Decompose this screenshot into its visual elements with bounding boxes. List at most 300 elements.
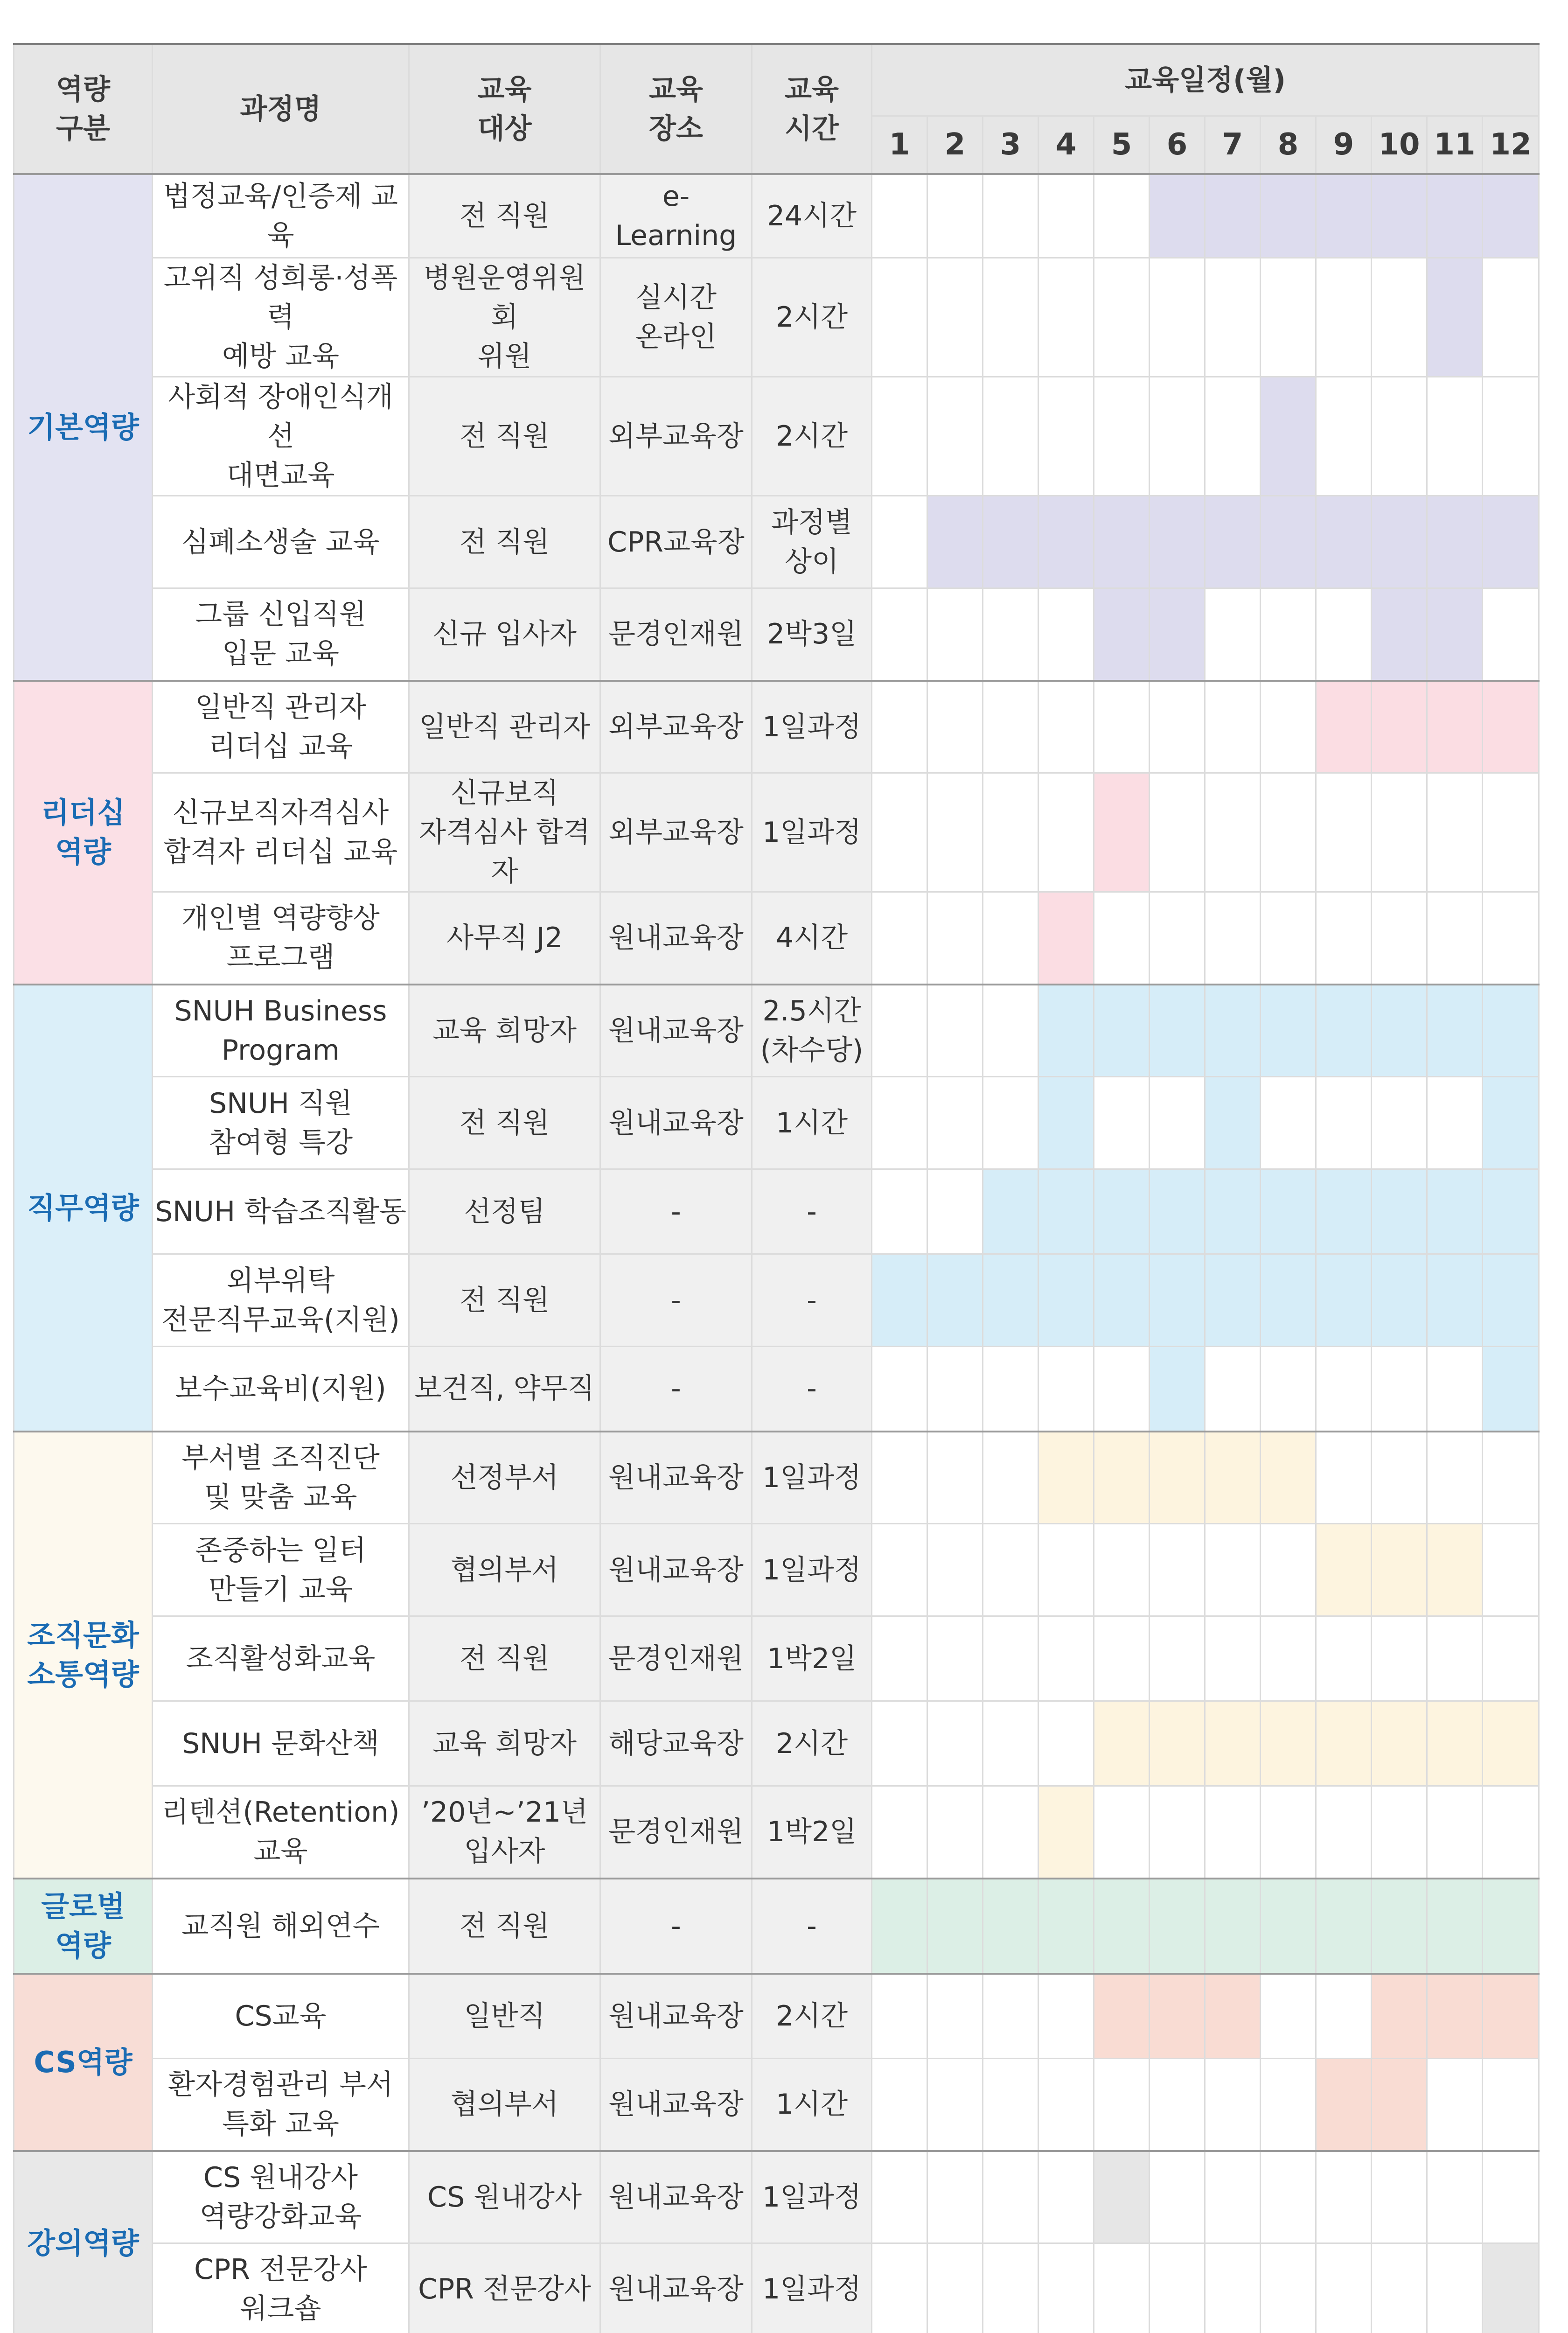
course-time: - bbox=[752, 1879, 872, 1974]
course-name: 그룹 신입직원 입문 교육 bbox=[153, 588, 409, 681]
month-cell-5 bbox=[1094, 377, 1150, 496]
month-cell-9 bbox=[1316, 588, 1372, 681]
month-cell-12-scheduled bbox=[1483, 1879, 1539, 1974]
course-time: 1시간 bbox=[752, 2059, 872, 2151]
course-time: 1박2일 bbox=[752, 1616, 872, 1701]
course-name: 법정교육/인증제 교육 bbox=[153, 174, 409, 258]
month-cell-7-scheduled bbox=[1205, 1169, 1261, 1254]
month-cell-12 bbox=[1483, 588, 1539, 681]
header-target: 교육 대상 bbox=[409, 44, 600, 174]
month-cell-12-scheduled bbox=[1483, 1347, 1539, 1432]
course-name: 환자경험관리 부서 특화 교육 bbox=[153, 2059, 409, 2151]
category-leadership: 리더십 역량 bbox=[14, 681, 153, 985]
month-cell-7-scheduled bbox=[1205, 985, 1261, 1077]
month-cell-10 bbox=[1372, 2151, 1427, 2243]
course-target: 병원운영위원회 위원 bbox=[409, 258, 600, 377]
month-cell-10-scheduled bbox=[1372, 496, 1427, 588]
course-time: 1일과정 bbox=[752, 681, 872, 773]
month-cell-12-scheduled bbox=[1483, 496, 1539, 588]
month-cell-2 bbox=[927, 2059, 983, 2151]
month-cell-2 bbox=[927, 1786, 983, 1879]
course-place: 원내교육장 bbox=[600, 1974, 752, 2059]
month-cell-1-scheduled bbox=[872, 1254, 927, 1347]
month-cell-1 bbox=[872, 588, 927, 681]
month-cell-1 bbox=[872, 1524, 927, 1616]
month-cell-6 bbox=[1150, 377, 1205, 496]
course-time: 1시간 bbox=[752, 1077, 872, 1169]
month-cell-1 bbox=[872, 174, 927, 258]
month-cell-3 bbox=[983, 681, 1038, 773]
month-cell-2 bbox=[927, 773, 983, 892]
course-place: 원내교육장 bbox=[600, 1524, 752, 1616]
month-cell-4 bbox=[1038, 681, 1094, 773]
course-row bbox=[14, 1254, 1539, 1347]
month-cell-1 bbox=[872, 258, 927, 377]
month-cell-5 bbox=[1094, 892, 1150, 985]
month-cell-4-scheduled bbox=[1038, 892, 1094, 985]
month-cell-6-scheduled bbox=[1150, 588, 1205, 681]
month-cell-8 bbox=[1261, 2243, 1316, 2333]
month-cell-11 bbox=[1427, 377, 1483, 496]
month-cell-1 bbox=[872, 1169, 927, 1254]
month-cell-1 bbox=[872, 1701, 927, 1786]
month-cell-2 bbox=[927, 588, 983, 681]
month-cell-3 bbox=[983, 773, 1038, 892]
month-cell-6 bbox=[1150, 1077, 1205, 1169]
course-time: 1일과정 bbox=[752, 2243, 872, 2333]
month-cell-10 bbox=[1372, 892, 1427, 985]
month-cell-11 bbox=[1427, 892, 1483, 985]
course-time: 2.5시간 (차수당) bbox=[752, 985, 872, 1077]
month-cell-8 bbox=[1261, 681, 1316, 773]
month-cell-8 bbox=[1261, 1786, 1316, 1879]
course-place: 외부교육장 bbox=[600, 377, 752, 496]
month-cell-12-scheduled bbox=[1483, 681, 1539, 773]
month-cell-7 bbox=[1205, 2243, 1261, 2333]
category-job: 직무역량 bbox=[14, 985, 153, 1432]
month-cell-5-scheduled bbox=[1094, 1169, 1150, 1254]
month-cell-3 bbox=[983, 174, 1038, 258]
month-cell-9-scheduled bbox=[1316, 1879, 1372, 1974]
month-cell-6 bbox=[1150, 2151, 1205, 2243]
month-cell-12 bbox=[1483, 892, 1539, 985]
month-cell-8-scheduled bbox=[1261, 1169, 1316, 1254]
month-cell-1 bbox=[872, 1077, 927, 1169]
course-row bbox=[14, 258, 1539, 377]
course-place: 실시간 온라인 bbox=[600, 258, 752, 377]
month-cell-9 bbox=[1316, 1616, 1372, 1701]
month-cell-5 bbox=[1094, 1524, 1150, 1616]
course-row bbox=[14, 1786, 1539, 1879]
month-cell-1 bbox=[872, 773, 927, 892]
month-cell-9-scheduled bbox=[1316, 1254, 1372, 1347]
month-cell-5-scheduled bbox=[1094, 773, 1150, 892]
course-row bbox=[14, 1432, 1539, 1524]
month-cell-10 bbox=[1372, 1786, 1427, 1879]
month-cell-6-scheduled bbox=[1150, 1169, 1205, 1254]
month-cell-12-scheduled bbox=[1483, 1974, 1539, 2059]
course-time: - bbox=[752, 1347, 872, 1432]
month-cell-5 bbox=[1094, 1786, 1150, 1879]
month-cell-12 bbox=[1483, 1524, 1539, 1616]
month-cell-7 bbox=[1205, 1524, 1261, 1616]
month-cell-3-scheduled bbox=[983, 1879, 1038, 1974]
course-time: 2시간 bbox=[752, 258, 872, 377]
month-cell-1 bbox=[872, 2151, 927, 2243]
course-target: 전 직원 bbox=[409, 1616, 600, 1701]
month-cell-5-scheduled bbox=[1094, 985, 1150, 1077]
month-cell-11 bbox=[1427, 1077, 1483, 1169]
month-cell-9 bbox=[1316, 1347, 1372, 1432]
month-cell-7-scheduled bbox=[1205, 496, 1261, 588]
month-cell-9-scheduled bbox=[1316, 496, 1372, 588]
month-cell-9-scheduled bbox=[1316, 1524, 1372, 1616]
header-time: 교육 시간 bbox=[752, 44, 872, 174]
month-cell-7-scheduled bbox=[1205, 1974, 1261, 2059]
month-cell-6-scheduled bbox=[1150, 1701, 1205, 1786]
month-cell-5-scheduled bbox=[1094, 1974, 1150, 2059]
month-cell-10 bbox=[1372, 1347, 1427, 1432]
month-cell-9-scheduled bbox=[1316, 1701, 1372, 1786]
month-cell-8 bbox=[1261, 258, 1316, 377]
course-place: - bbox=[600, 1879, 752, 1974]
month-cell-4 bbox=[1038, 2243, 1094, 2333]
course-name: 심폐소생술 교육 bbox=[153, 496, 409, 588]
month-cell-10 bbox=[1372, 377, 1427, 496]
category-culture: 조직문화 소통역량 bbox=[14, 1432, 153, 1879]
month-cell-5-scheduled bbox=[1094, 496, 1150, 588]
month-cell-9 bbox=[1316, 1432, 1372, 1524]
month-cell-3 bbox=[983, 258, 1038, 377]
month-cell-2 bbox=[927, 1347, 983, 1432]
month-cell-7-scheduled bbox=[1205, 1077, 1261, 1169]
month-cell-2-scheduled bbox=[927, 1254, 983, 1347]
month-cell-3 bbox=[983, 1432, 1038, 1524]
month-cell-5 bbox=[1094, 258, 1150, 377]
month-cell-11-scheduled bbox=[1427, 258, 1483, 377]
course-place: e-Learning bbox=[600, 174, 752, 258]
course-name: 사회적 장애인식개선 대면교육 bbox=[153, 377, 409, 496]
month-cell-4-scheduled bbox=[1038, 1169, 1094, 1254]
month-cell-2 bbox=[927, 1616, 983, 1701]
month-cell-6 bbox=[1150, 1616, 1205, 1701]
month-cell-9 bbox=[1316, 1077, 1372, 1169]
course-target: 보건직, 약무직 bbox=[409, 1347, 600, 1432]
course-row bbox=[14, 1701, 1539, 1786]
course-place: 문경인재원 bbox=[600, 1786, 752, 1879]
month-cell-8 bbox=[1261, 1347, 1316, 1432]
month-cell-7 bbox=[1205, 1616, 1261, 1701]
course-target: 협의부서 bbox=[409, 2059, 600, 2151]
month-cell-5 bbox=[1094, 1347, 1150, 1432]
month-cell-4 bbox=[1038, 1616, 1094, 1701]
month-cell-6 bbox=[1150, 1786, 1205, 1879]
course-time: 과정별 상이 bbox=[752, 496, 872, 588]
month-cell-3 bbox=[983, 1974, 1038, 2059]
month-cell-11-scheduled bbox=[1427, 1169, 1483, 1254]
course-time: - bbox=[752, 1254, 872, 1347]
category-basic: 기본역량 bbox=[14, 174, 153, 681]
course-time: 1박2일 bbox=[752, 1786, 872, 1879]
month-cell-12-scheduled bbox=[1483, 1701, 1539, 1786]
course-row bbox=[14, 681, 1539, 773]
month-cell-5-scheduled bbox=[1094, 588, 1150, 681]
month-cell-3 bbox=[983, 1786, 1038, 1879]
month-cell-12-scheduled bbox=[1483, 2243, 1539, 2333]
month-cell-2 bbox=[927, 1524, 983, 1616]
month-cell-2 bbox=[927, 892, 983, 985]
month-cell-8 bbox=[1261, 1616, 1316, 1701]
month-cell-2 bbox=[927, 681, 983, 773]
month-cell-9-scheduled bbox=[1316, 2059, 1372, 2151]
course-row bbox=[14, 773, 1539, 892]
course-row bbox=[14, 496, 1539, 588]
course-place: 원내교육장 bbox=[600, 892, 752, 985]
month-cell-6 bbox=[1150, 1524, 1205, 1616]
month-cell-9 bbox=[1316, 2243, 1372, 2333]
course-name: 교직원 해외연수 bbox=[153, 1879, 409, 1974]
month-cell-5-scheduled bbox=[1094, 1254, 1150, 1347]
month-cell-2 bbox=[927, 1169, 983, 1254]
month-cell-8 bbox=[1261, 588, 1316, 681]
month-cell-10-scheduled bbox=[1372, 985, 1427, 1077]
month-cell-2 bbox=[927, 377, 983, 496]
month-cell-7 bbox=[1205, 2059, 1261, 2151]
course-name: 외부위탁 전문직무교육(지원) bbox=[153, 1254, 409, 1347]
course-row bbox=[14, 892, 1539, 985]
month-cell-1 bbox=[872, 892, 927, 985]
course-name: SNUH 학습조직활동 bbox=[153, 1169, 409, 1254]
month-cell-7 bbox=[1205, 258, 1261, 377]
month-cell-1 bbox=[872, 681, 927, 773]
course-name: SNUH Business Program bbox=[153, 985, 409, 1077]
month-cell-8 bbox=[1261, 773, 1316, 892]
month-header-3: 3 bbox=[983, 116, 1038, 174]
month-cell-1 bbox=[872, 1616, 927, 1701]
month-header-7: 7 bbox=[1205, 116, 1261, 174]
month-cell-4-scheduled bbox=[1038, 1432, 1094, 1524]
month-cell-10-scheduled bbox=[1372, 174, 1427, 258]
month-cell-6 bbox=[1150, 258, 1205, 377]
month-cell-4-scheduled bbox=[1038, 1254, 1094, 1347]
month-cell-8 bbox=[1261, 1974, 1316, 2059]
course-target: 교육 희망자 bbox=[409, 1701, 600, 1786]
course-name: 리텐션(Retention) 교육 bbox=[153, 1786, 409, 1879]
course-target: 전 직원 bbox=[409, 377, 600, 496]
course-row bbox=[14, 2243, 1539, 2333]
month-cell-10 bbox=[1372, 1077, 1427, 1169]
month-cell-10-scheduled bbox=[1372, 1879, 1427, 1974]
month-cell-4 bbox=[1038, 258, 1094, 377]
month-cell-11-scheduled bbox=[1427, 1524, 1483, 1616]
month-cell-7-scheduled bbox=[1205, 1254, 1261, 1347]
course-target: 전 직원 bbox=[409, 1254, 600, 1347]
course-name: 신규보직자격심사 합격자 리더십 교육 bbox=[153, 773, 409, 892]
month-cell-4 bbox=[1038, 2151, 1094, 2243]
month-cell-2 bbox=[927, 1077, 983, 1169]
month-cell-4 bbox=[1038, 2059, 1094, 2151]
month-cell-8-scheduled bbox=[1261, 496, 1316, 588]
course-target: 일반직 관리자 bbox=[409, 681, 600, 773]
month-cell-9 bbox=[1316, 258, 1372, 377]
course-target: 선정부서 bbox=[409, 1432, 600, 1524]
category-global: 글로벌 역량 bbox=[14, 1879, 153, 1974]
course-row bbox=[14, 2151, 1539, 2243]
course-place: - bbox=[600, 1169, 752, 1254]
month-cell-11-scheduled bbox=[1427, 1879, 1483, 1974]
month-cell-5 bbox=[1094, 1077, 1150, 1169]
month-cell-11-scheduled bbox=[1427, 681, 1483, 773]
month-cell-5 bbox=[1094, 1616, 1150, 1701]
month-cell-5-scheduled bbox=[1094, 1432, 1150, 1524]
month-cell-5-scheduled bbox=[1094, 1701, 1150, 1786]
course-target: 신규 입사자 bbox=[409, 588, 600, 681]
month-cell-2 bbox=[927, 985, 983, 1077]
month-cell-5 bbox=[1094, 2059, 1150, 2151]
month-cell-10-scheduled bbox=[1372, 1701, 1427, 1786]
month-header-8: 8 bbox=[1261, 116, 1316, 174]
month-cell-5 bbox=[1094, 174, 1150, 258]
month-cell-2 bbox=[927, 1432, 983, 1524]
month-cell-9 bbox=[1316, 1974, 1372, 2059]
course-time: 1일과정 bbox=[752, 1524, 872, 1616]
month-cell-11 bbox=[1427, 2059, 1483, 2151]
month-cell-1 bbox=[872, 2059, 927, 2151]
month-cell-10-scheduled bbox=[1372, 681, 1427, 773]
month-cell-6-scheduled bbox=[1150, 1254, 1205, 1347]
course-target: ’20년~’21년 입사자 bbox=[409, 1786, 600, 1879]
course-place: 원내교육장 bbox=[600, 2151, 752, 2243]
month-cell-10-scheduled bbox=[1372, 1974, 1427, 2059]
month-header-11: 11 bbox=[1427, 116, 1483, 174]
course-name: SNUH 문화산책 bbox=[153, 1701, 409, 1786]
month-cell-10-scheduled bbox=[1372, 1524, 1427, 1616]
month-cell-3 bbox=[983, 1347, 1038, 1432]
month-cell-3 bbox=[983, 2059, 1038, 2151]
month-cell-12 bbox=[1483, 377, 1539, 496]
month-cell-2 bbox=[927, 2243, 983, 2333]
month-cell-5-scheduled bbox=[1094, 1879, 1150, 1974]
month-cell-4-scheduled bbox=[1038, 985, 1094, 1077]
month-cell-9 bbox=[1316, 2151, 1372, 2243]
month-cell-4 bbox=[1038, 174, 1094, 258]
month-cell-7 bbox=[1205, 681, 1261, 773]
course-time: 1일과정 bbox=[752, 1432, 872, 1524]
course-target: CS 원내강사 bbox=[409, 2151, 600, 2243]
month-cell-1 bbox=[872, 377, 927, 496]
month-cell-1 bbox=[872, 1432, 927, 1524]
month-cell-3 bbox=[983, 377, 1038, 496]
course-place: 해당교육장 bbox=[600, 1701, 752, 1786]
month-cell-10 bbox=[1372, 1616, 1427, 1701]
month-cell-6-scheduled bbox=[1150, 1347, 1205, 1432]
course-name: 일반직 관리자 리더십 교육 bbox=[153, 681, 409, 773]
month-cell-3 bbox=[983, 588, 1038, 681]
month-cell-4-scheduled bbox=[1038, 1786, 1094, 1879]
month-cell-5 bbox=[1094, 681, 1150, 773]
header-schedule: 교육일정(월) bbox=[872, 44, 1539, 116]
course-row bbox=[14, 1879, 1539, 1974]
course-place: 문경인재원 bbox=[600, 588, 752, 681]
month-cell-6-scheduled bbox=[1150, 1432, 1205, 1524]
month-cell-7-scheduled bbox=[1205, 174, 1261, 258]
month-cell-8-scheduled bbox=[1261, 1879, 1316, 1974]
month-cell-7 bbox=[1205, 1786, 1261, 1879]
course-name: CS 원내강사 역량강화교육 bbox=[153, 2151, 409, 2243]
month-header-4: 4 bbox=[1038, 116, 1094, 174]
month-header-5: 5 bbox=[1094, 116, 1150, 174]
month-cell-11-scheduled bbox=[1427, 985, 1483, 1077]
course-place: - bbox=[600, 1254, 752, 1347]
month-cell-12 bbox=[1483, 1786, 1539, 1879]
month-cell-11-scheduled bbox=[1427, 588, 1483, 681]
month-cell-2 bbox=[927, 258, 983, 377]
month-cell-7 bbox=[1205, 1347, 1261, 1432]
month-cell-8 bbox=[1261, 1524, 1316, 1616]
month-cell-11 bbox=[1427, 773, 1483, 892]
course-row bbox=[14, 2059, 1539, 2151]
course-name: 조직활성화교육 bbox=[153, 1616, 409, 1701]
month-cell-9-scheduled bbox=[1316, 1169, 1372, 1254]
month-cell-4 bbox=[1038, 377, 1094, 496]
course-time: 4시간 bbox=[752, 892, 872, 985]
month-cell-10-scheduled bbox=[1372, 1254, 1427, 1347]
month-cell-3-scheduled bbox=[983, 1254, 1038, 1347]
month-cell-7-scheduled bbox=[1205, 1879, 1261, 1974]
month-cell-11-scheduled bbox=[1427, 1701, 1483, 1786]
month-cell-7 bbox=[1205, 588, 1261, 681]
month-cell-1 bbox=[872, 1786, 927, 1879]
course-name: CPR 전문강사 워크숍 bbox=[153, 2243, 409, 2333]
month-cell-10-scheduled bbox=[1372, 1169, 1427, 1254]
month-cell-1 bbox=[872, 2243, 927, 2333]
course-name: 부서별 조직진단 및 맞춤 교육 bbox=[153, 1432, 409, 1524]
course-row bbox=[14, 1169, 1539, 1254]
month-header-2: 2 bbox=[927, 116, 983, 174]
month-cell-8 bbox=[1261, 892, 1316, 985]
course-target: 교육 희망자 bbox=[409, 985, 600, 1077]
month-cell-9 bbox=[1316, 773, 1372, 892]
month-cell-1-scheduled bbox=[872, 1879, 927, 1974]
header-category: 역량 구분 bbox=[14, 44, 153, 174]
month-cell-8 bbox=[1261, 2059, 1316, 2151]
course-target: 전 직원 bbox=[409, 496, 600, 588]
course-time: - bbox=[752, 1169, 872, 1254]
month-cell-8-scheduled bbox=[1261, 174, 1316, 258]
month-cell-9 bbox=[1316, 892, 1372, 985]
month-cell-4 bbox=[1038, 588, 1094, 681]
category-lecture: 강의역량 bbox=[14, 2151, 153, 2333]
course-name: 고위직 성희롱·성폭력 예방 교육 bbox=[153, 258, 409, 377]
month-cell-11-scheduled bbox=[1427, 174, 1483, 258]
month-cell-12-scheduled bbox=[1483, 174, 1539, 258]
month-cell-6-scheduled bbox=[1150, 496, 1205, 588]
month-cell-2 bbox=[927, 1701, 983, 1786]
month-cell-8 bbox=[1261, 1077, 1316, 1169]
month-cell-8-scheduled bbox=[1261, 1254, 1316, 1347]
course-row bbox=[14, 1077, 1539, 1169]
month-cell-3 bbox=[983, 892, 1038, 985]
course-name: SNUH 직원 참여형 특강 bbox=[153, 1077, 409, 1169]
header-course: 과정명 bbox=[153, 44, 409, 174]
month-cell-3 bbox=[983, 1701, 1038, 1786]
month-cell-9 bbox=[1316, 377, 1372, 496]
month-cell-10-scheduled bbox=[1372, 2059, 1427, 2151]
course-name: CS교육 bbox=[153, 1974, 409, 2059]
month-cell-1 bbox=[872, 1974, 927, 2059]
course-place: 원내교육장 bbox=[600, 1432, 752, 1524]
month-cell-2-scheduled bbox=[927, 1879, 983, 1974]
